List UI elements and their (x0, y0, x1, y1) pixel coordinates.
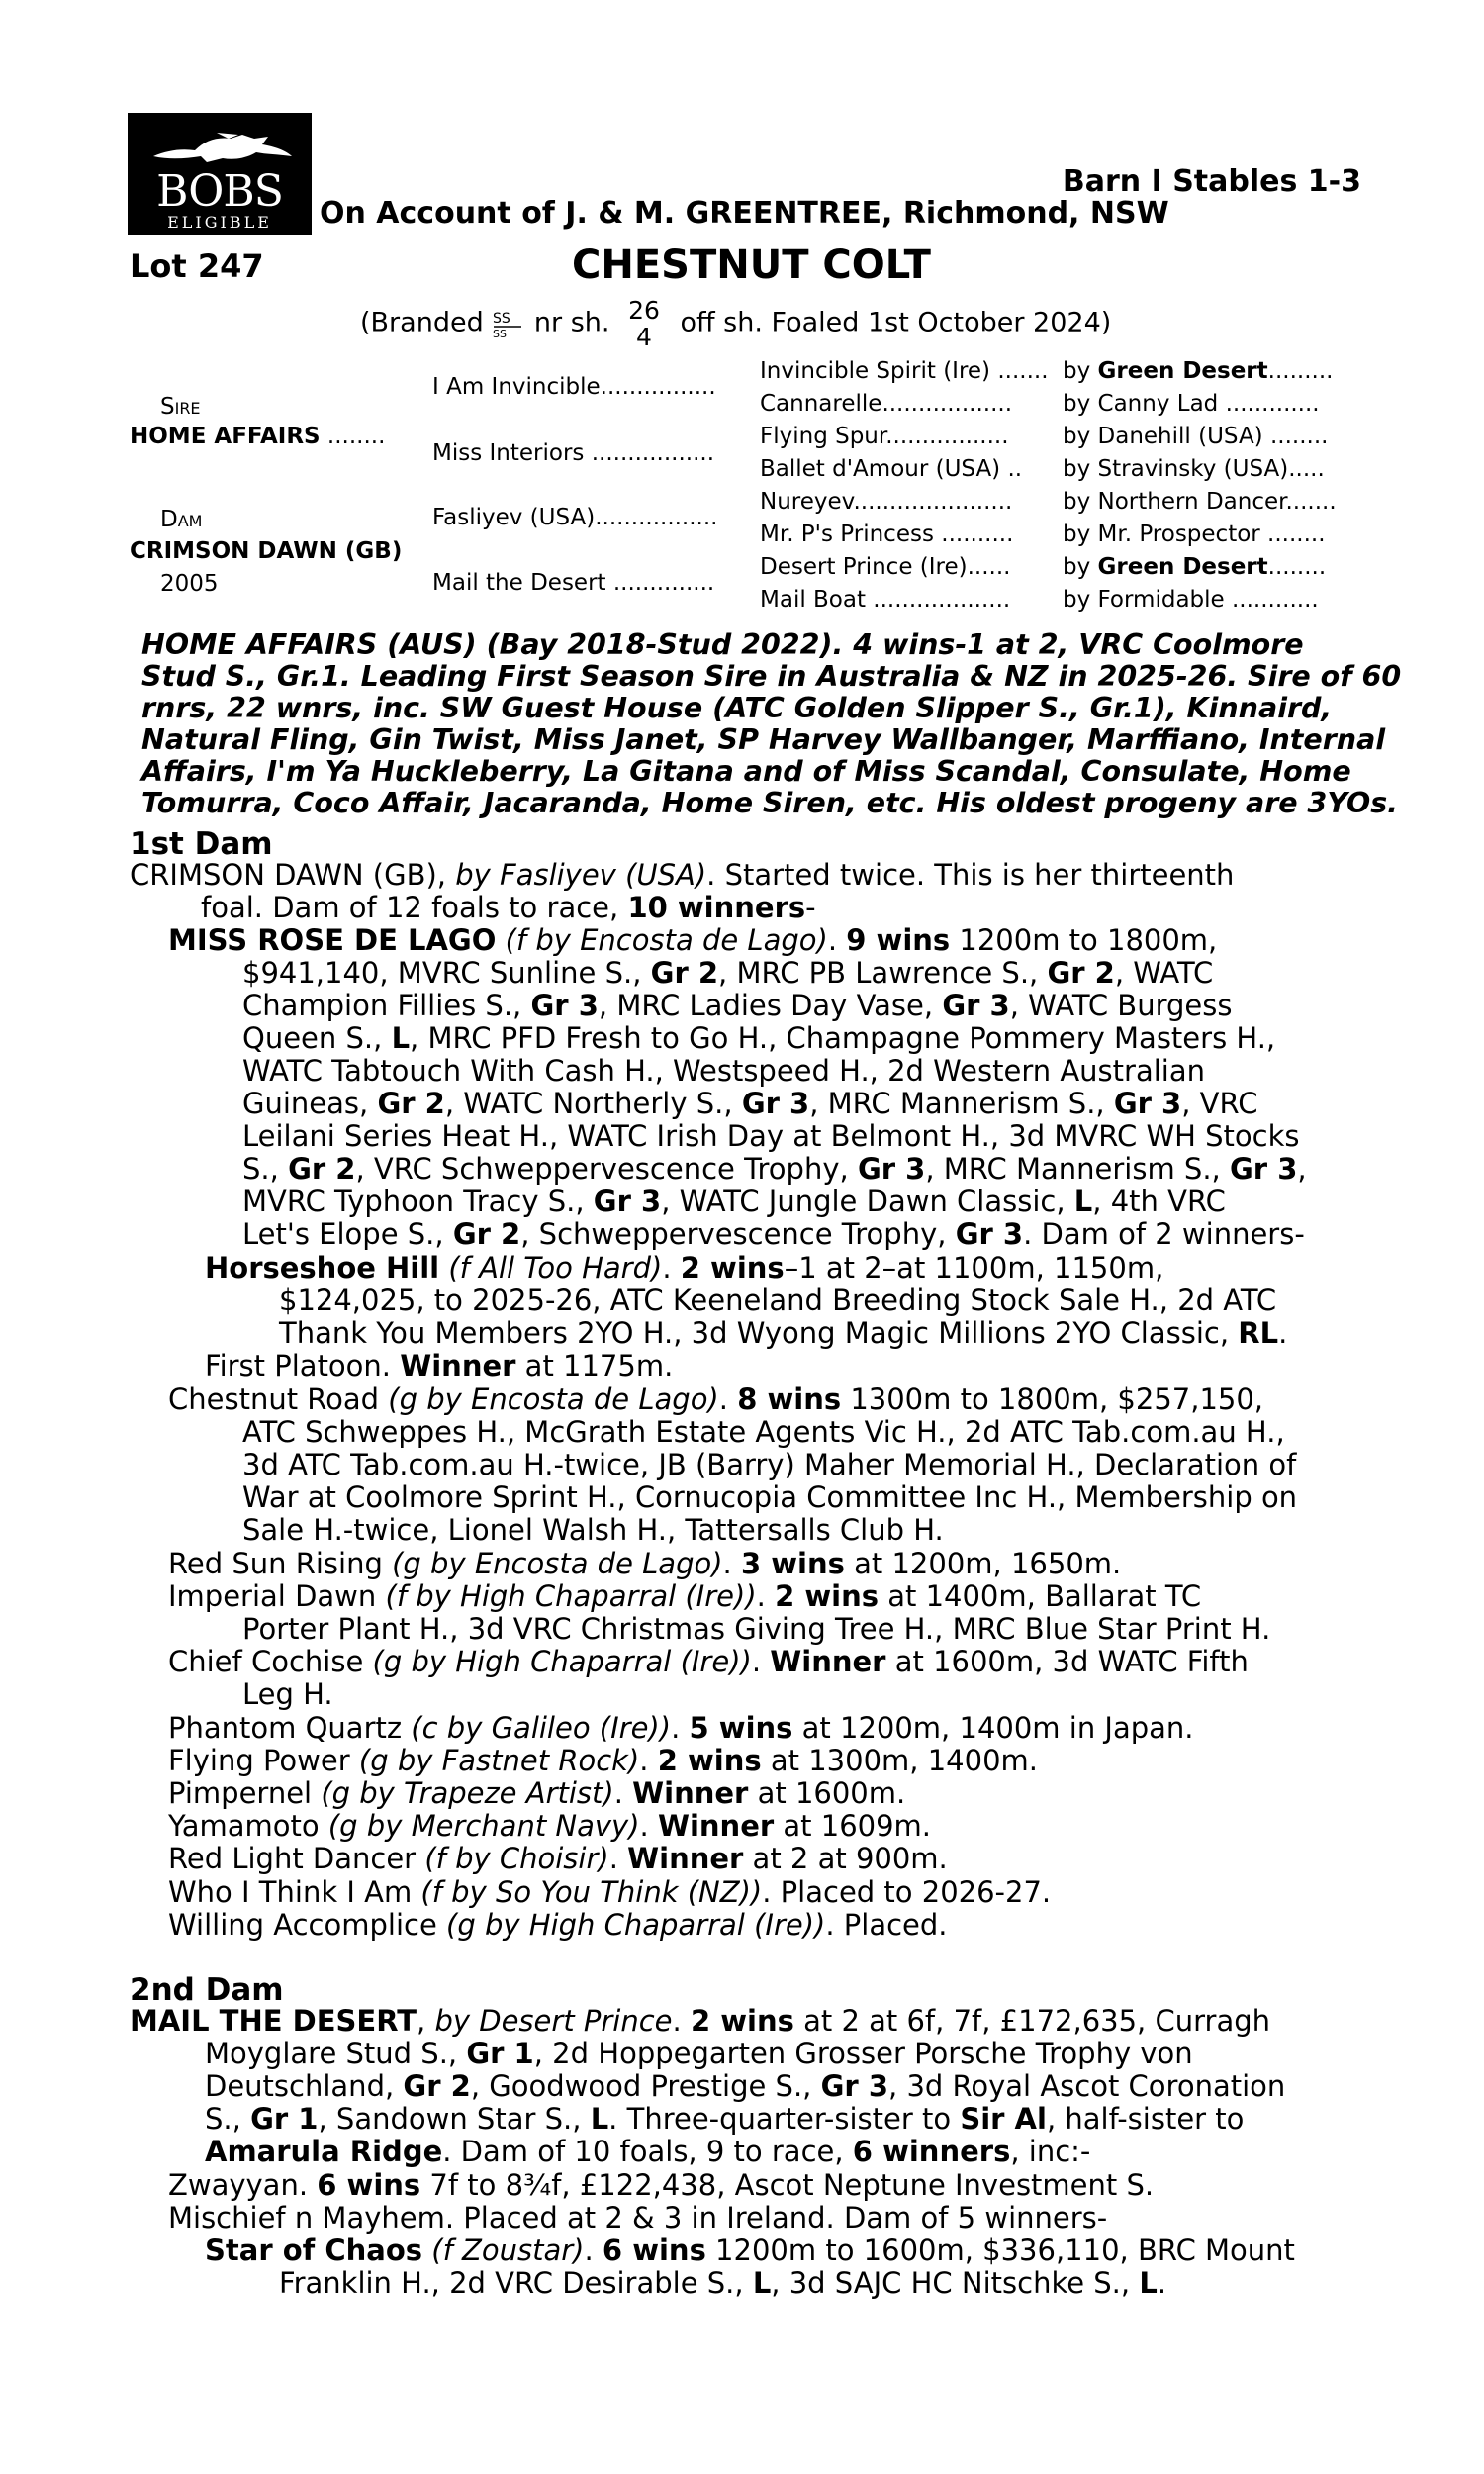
text-span: 7f to 8¾f, £122,438, Ascot Neptune Investment S. (420, 2168, 1155, 2202)
pedigree-g3-name: by Formidable (1063, 587, 1225, 613)
horse-breeding: (g by Fastnet Rock) (349, 1744, 640, 1777)
pedigree-g1-item: Mail the Desert .............. (432, 570, 715, 596)
horse-breeding: (g by Encosta de Lago) (382, 1547, 723, 1580)
sire-name-text: HOME AFFAIRS (130, 424, 321, 449)
race-record-line: Leilani Series Heat H., WATC Irish Day at Belmont H., 3d MVRC WH Stocks (242, 1119, 1300, 1153)
bobs-eligible-logo (128, 113, 312, 235)
win-count: Winner (770, 1645, 886, 1678)
pedigree-g3-name: by Stravinsky (USA) (1063, 456, 1289, 482)
sire-name: HOME AFFAIRS ........ (130, 424, 386, 449)
text-span: , WATC Jungle Dawn Classic, (661, 1185, 1074, 1218)
sire-summary (141, 629, 1401, 819)
horse-name: Zwayyan. (168, 2168, 318, 2202)
progeny-entry (168, 1810, 931, 1844)
win-count: Winner (627, 1842, 744, 1875)
text-span: $941,140, MVRC Sunline S., (242, 956, 651, 990)
text-span: . (1278, 1316, 1288, 1350)
text-span: , VRC Schweppervescence Trophy, (355, 1152, 858, 1186)
text-span: . (672, 2004, 691, 2038)
lot-number: Lot 247 (130, 247, 264, 285)
text-span: at 1609m. (774, 1809, 932, 1843)
pedigree-g2-item: Desert Prince (Ire)...... (760, 554, 1011, 580)
pedigree-g2-name: Mail Boat (760, 587, 866, 613)
progeny-entry (168, 1843, 948, 1876)
text-span: at 1600m. (748, 1776, 906, 1810)
grade: Gr 3 (857, 1152, 926, 1186)
svg-text:SS: SS (493, 311, 511, 327)
win-count: Winner (400, 1349, 516, 1382)
text-span: at 2 at 6f, 7f, £172,635, Curragh (793, 2004, 1271, 2038)
text-span: –1 at 2–at 1100m, 1150m, (784, 1251, 1164, 1285)
progeny-entry (168, 1745, 1038, 1778)
horse-name: MISS ROSE DE LAGO (168, 923, 497, 957)
pedigree-g3-name: by Canny Lad (1063, 391, 1219, 417)
win-count: 8 wins (737, 1382, 842, 1416)
dam-intro-line (201, 892, 816, 925)
text-span: , MRC PFD Fresh to Go H., Champagne Pommery Masters H., (410, 1021, 1276, 1055)
pedigree-g2-name: Flying Spur (760, 424, 886, 449)
grade: Gr 2 (650, 956, 719, 990)
pedigree-g2-item: Flying Spur................. (760, 424, 1009, 449)
text-span: at 1400m, Ballarat TC (879, 1579, 1202, 1613)
grade: Gr 3 (1230, 1152, 1298, 1186)
pedigree-g3-item: by Green Desert......... (1063, 358, 1334, 384)
pedigree-g2-item: Cannarelle.................. (760, 391, 1013, 417)
progeny-entry (205, 1350, 673, 1383)
grade: L (1073, 1185, 1093, 1218)
text-span: Deutschland, (205, 2069, 404, 2103)
horse-breeding: (g by Merchant Navy) (319, 1809, 640, 1843)
pedigree-g1-item: Fasliyev (USA)................. (432, 505, 718, 530)
win-count: 2 wins (680, 1251, 785, 1285)
horse-name: Sir Al (960, 2102, 1047, 2136)
grade: Gr 1 (466, 2037, 534, 2070)
text-span: Franklin H., 2d VRC Desirable S., (279, 2266, 753, 2300)
horse-name: Flying Power (168, 1744, 350, 1777)
text-span: , (417, 2004, 435, 2038)
text-span: 1200m to 1800m, (950, 923, 1218, 957)
race-record-line (242, 1153, 1307, 1187)
logo-wordmark: BOBS (156, 166, 283, 217)
text-span: MVRC Typhoon Tracy S., (242, 1185, 594, 1218)
progeny-entry (168, 1580, 1201, 1614)
win-count: 2 wins (775, 1579, 879, 1613)
vendor-account: On Account of J. & M. GREENTREE, Richmond, NSW (320, 196, 1169, 231)
pedigree-g2-item: Mail Boat ................... (760, 587, 1011, 613)
pedigree-g3-item: by Formidable ............ (1063, 587, 1319, 613)
horse-name: Red Sun Rising (168, 1547, 383, 1580)
text-span: . (584, 2234, 603, 2267)
summary-line: Stud S., Gr.1. Leading First Season Sire in Australia & NZ in 2025-26. Sire of 60 (141, 660, 1402, 693)
dam-race-text: . Started twice. This is her thirteenth (706, 858, 1235, 892)
horse-breeding: (c by Galileo (Ire)) (402, 1711, 672, 1745)
progeny-entry (168, 1712, 1194, 1746)
text-span: S., (205, 2102, 251, 2136)
summary-line: Natural Fling, Gin Twist, Miss Janet, SP Harvey Wallbanger, Marffiano, Internal (141, 723, 1386, 756)
grade: Gr 2 (452, 1217, 521, 1251)
pedigree-g2-name: Nureyev (760, 489, 854, 515)
race-record-line (242, 1218, 1305, 1252)
text-span: . Placed. (825, 1908, 948, 1942)
text-span: at 2 at 900m. (743, 1842, 948, 1875)
text-span: Queen S., (242, 1021, 392, 1055)
horse-name: Yamamoto (168, 1809, 320, 1843)
win-count: 5 wins (689, 1711, 793, 1745)
progeny-entry (168, 1909, 948, 1943)
summary-line: Affairs, I'm Ya Huckleberry, La Gitana and of Miss Scandal, Consulate, Home (141, 755, 1351, 788)
grade: Gr 2 (288, 1152, 356, 1186)
progeny-entry (168, 1548, 1121, 1581)
win-count: Winner (632, 1776, 749, 1810)
race-record-line: War at Coolmore Sprint H., Cornucopia Committee Inc H., Membership on (242, 1480, 1298, 1514)
dam-foals-text: foal. Dam of 12 foals to race, (201, 891, 628, 924)
text-span: . Three-quarter-sister to (608, 2102, 961, 2136)
text-span: , Schweppervescence Trophy, (520, 1217, 956, 1251)
dam-sire-text: by Fasliyev (USA) (455, 858, 707, 892)
win-count: 2 wins (657, 1744, 762, 1777)
text-span: , MRC Ladies Day Vase, (598, 989, 943, 1022)
horse-name: Phantom Quartz (168, 1711, 403, 1745)
text-span: , VRC (1181, 1087, 1258, 1120)
horse-name: Pimpernel (168, 1776, 313, 1810)
race-record-line (242, 1088, 1257, 1121)
progeny-entry (168, 1777, 905, 1811)
win-count: Winner (657, 1809, 775, 1843)
grade: Gr 3 (741, 1087, 810, 1120)
horse-name: Horseshoe Hill (205, 1251, 440, 1285)
race-record-line: Sale H.-twice, Lionel Walsh H., Tattersalls Club H. (242, 1513, 944, 1547)
horse-name: Red Light Dancer (168, 1842, 417, 1875)
pedigree-g3-name: Green Desert (1097, 358, 1268, 384)
progeny-entry (168, 924, 1217, 958)
text-span: at 1600m, 3d WATC Fifth (885, 1645, 1249, 1678)
text-span: 1300m to 1800m, $257,150, (841, 1382, 1264, 1416)
pedigree-g2-name: Ballet d'Amour (USA) (760, 456, 1001, 482)
brand-number-top: 26 (628, 296, 660, 325)
race-record-line (242, 957, 1213, 991)
text-span: . (756, 1579, 776, 1613)
grade: Gr 2 (403, 2069, 471, 2103)
pedigree-g2-name: Mr. P's Princess (760, 522, 934, 547)
text-span: . (751, 1645, 771, 1678)
grade: L (391, 1021, 411, 1055)
pedigree-g1-name: Miss Interiors (432, 440, 585, 466)
sire-label: Sire (160, 394, 201, 420)
dam-intro-line (130, 859, 1234, 893)
grade: Gr 3 (942, 989, 1010, 1022)
text-span: . (718, 1382, 738, 1416)
second-dam-line (205, 2070, 1285, 2104)
logo-subtitle: ELIGIBLE (167, 213, 272, 232)
text-span: . (613, 1776, 633, 1810)
grade: Gr 2 (1047, 956, 1115, 990)
barn-location: Barn I Stables 1-3 (1062, 164, 1361, 199)
grade: Gr 3 (820, 2069, 889, 2103)
dam-label: Dam (160, 507, 203, 532)
race-record-line (242, 1022, 1275, 1056)
horse-title: CHESTNUT COLT (572, 242, 931, 288)
text-span: at 1175m. (515, 1349, 674, 1382)
text-span: . (608, 1842, 628, 1875)
text-span: , 2d Hoppegarten Grosser Porsche Trophy von (533, 2037, 1193, 2070)
second-dam-line (205, 2103, 1244, 2137)
win-count: 6 wins (317, 2168, 421, 2202)
svg-text:SS: SS (493, 328, 508, 338)
race-record-line: Porter Plant H., 3d VRC Christmas Giving Tree H., MRC Blue Star Print H. (242, 1612, 1271, 1646)
text-span: . (639, 1809, 658, 1843)
progeny-entry (205, 2235, 1295, 2268)
text-span: . Dam of 10 foals, 9 to race, (442, 2135, 853, 2168)
text-span: Guineas, (242, 1087, 378, 1120)
progeny-entry (168, 2169, 1154, 2203)
second-dam-line (130, 2005, 1270, 2039)
race-record-line: $124,025, to 2025-26, ATC Keeneland Breeding Stock Sale H., 2d ATC (279, 1284, 1277, 1317)
race-record-line: WATC Tabtouch With Cash H., Westspeed H., 2d Western Australian (242, 1054, 1205, 1088)
text-span: , MRC Mannerism S., (809, 1087, 1114, 1120)
pedigree-g2-name: Invincible Spirit (Ire) (760, 358, 991, 384)
text-span: . (1157, 2266, 1167, 2300)
brand-prefix: (Branded (360, 307, 484, 338)
text-span: . (827, 923, 847, 957)
horse-breeding: (g by High Chaparral (Ire)) (436, 1908, 826, 1942)
horse-breeding: (f Zoustar) (422, 2234, 585, 2267)
text-span: 1200m to 1600m, $336,110, BRC Mount (705, 2234, 1295, 2267)
text-span: , (1297, 1152, 1307, 1186)
pedigree-g2-item: Mr. P's Princess .......... (760, 522, 1014, 547)
horse-name: Imperial Dawn (168, 1579, 377, 1613)
summary-line: Tomurra, Coco Affair, Jacaranda, Home Siren, etc. His oldest progeny are 3YOs. (141, 787, 1398, 819)
pedigree-g3-item: by Mr. Prospector ........ (1063, 522, 1326, 547)
pedigree-g1-item: Miss Interiors ................. (432, 440, 715, 466)
text-span: , WATC Burgess (1009, 989, 1233, 1022)
text-span: Let's Elope S., (242, 1217, 453, 1251)
grade: Gr 3 (530, 989, 599, 1022)
text-span: at 1300m, 1400m. (761, 1744, 1038, 1777)
horse-name: Who I Think I Am (168, 1875, 413, 1909)
race-record-line: 3d ATC Tab.com.au H.-twice, JB (Barry) Maher Memorial H., Declaration of (242, 1448, 1297, 1481)
horse-breeding: (g by High Chaparral (Ire)) (363, 1645, 752, 1678)
summary-line: rnrs, 22 wnrs, inc. SW Guest House (ATC Golden Slipper S., Gr.1), Kinnaird, (141, 692, 1333, 724)
horse-breeding: (f All Too Hard) (439, 1251, 663, 1285)
second-dam-line (205, 2038, 1193, 2071)
brand-suffix: off sh. Foaled 1st October 2024) (680, 307, 1112, 338)
brand-number (628, 297, 660, 350)
race-record-line (279, 2267, 1166, 2301)
text-span: Moyglare Stud S., (205, 2037, 467, 2070)
dam-name: CRIMSON DAWN (GB) (130, 538, 403, 564)
summary-line: HOME AFFAIRS (AUS) (Bay 2018-Stud 2022). 4 wins-1 at 2, VRC Coolmore (141, 628, 1304, 661)
horse-breeding: (f by So You Think (NZ)) (412, 1875, 763, 1909)
dam-name-text: CRIMSON DAWN (GB), (130, 858, 456, 892)
progeny-entry (168, 1646, 1249, 1679)
pedigree-g3-name: by Mr. Prospector (1063, 522, 1260, 547)
text-span: . (662, 1251, 681, 1285)
win-count: 3 wins (740, 1547, 845, 1580)
pedigree-g3-item: by Danehill (USA) ........ (1063, 424, 1329, 449)
text-span: , WATC Northerly S., (444, 1087, 742, 1120)
text-span: , 3d Royal Ascot Coronation (888, 2069, 1286, 2103)
win-count: 6 winners (852, 2135, 1011, 2168)
race-record-line (279, 1317, 1287, 1351)
pedigree-g1-name: I Am Invincible (432, 374, 601, 400)
horse-name: Chestnut Road (168, 1382, 380, 1416)
pedigree-g3-name: by Danehill (USA) (1063, 424, 1263, 449)
grade: L (752, 2266, 772, 2300)
text-span: , 4th VRC (1092, 1185, 1226, 1218)
pedigree-g3-item: by Green Desert........ (1063, 554, 1327, 580)
grade: Gr 3 (593, 1185, 662, 1218)
grade: Gr 2 (377, 1087, 445, 1120)
race-record-line (242, 990, 1232, 1023)
text-span: , 3d SAJC HC Nitschke S., (771, 2266, 1140, 2300)
text-span: , half-sister to (1046, 2102, 1245, 2136)
horse-name: MAIL THE DESERT (130, 2004, 417, 2038)
horse-breeding: (g by Trapeze Artist) (312, 1776, 614, 1810)
pedigree-g3-item: by Stravinsky (USA)..... (1063, 456, 1325, 482)
text-span: Thank You Members 2YO H., 3d Wyong Magic Millions 2YO Classic, (279, 1316, 1239, 1350)
horse-name: Chief Cochise (168, 1645, 364, 1678)
brand-line (360, 297, 1111, 350)
progeny-entry: Mischief n Mayhem. Placed at 2 & 3 in Ireland. Dam of 5 winners- (168, 2201, 1108, 2235)
brand-middle: nr sh. (533, 307, 610, 338)
text-span: . Placed to 2026-27. (762, 1875, 1052, 1909)
text-span: . Dam of 2 winners- (1023, 1217, 1305, 1251)
text-span: S., (242, 1152, 289, 1186)
dam-foaled-year: 2005 (160, 571, 219, 597)
horse-breeding: (f by Encosta de Lago) (496, 923, 828, 957)
win-count: 2 wins (690, 2004, 794, 2038)
horse-breeding: (g by Encosta de Lago) (379, 1382, 719, 1416)
first-dam-heading: 1st Dam (130, 826, 273, 862)
horse-breeding: (f by Choisir) (416, 1842, 609, 1875)
horse-name: Willing Accomplice (168, 1908, 437, 1942)
grade: L (590, 2102, 609, 2136)
pedigree-g2-item: Nureyev...................... (760, 489, 1013, 515)
pedigree-g3-item: by Northern Dancer....... (1063, 489, 1337, 515)
text-span: , Sandown Star S., (318, 2102, 591, 2136)
grade: RL (1238, 1316, 1279, 1350)
text-span: at 1200m, 1650m. (844, 1547, 1122, 1580)
horse-name: First Platoon. (205, 1349, 401, 1382)
text-span: , WATC (1114, 956, 1214, 990)
horse-name: Amarula Ridge (205, 2135, 443, 2168)
pedigree-g2-name: Desert Prince (Ire) (760, 554, 968, 580)
progeny-entry (168, 1383, 1263, 1417)
win-count: 9 wins (846, 923, 951, 957)
text-span: . (639, 1744, 658, 1777)
racehorse-logo-icon (147, 129, 296, 168)
brand-mark-icon (492, 309, 525, 338)
pedigree-g3-name: Green Desert (1097, 554, 1268, 580)
text-span: . (722, 1547, 741, 1580)
pedigree-g2-item: Ballet d'Amour (USA) .. (760, 456, 1023, 482)
text-span: , MRC Mannerism S., (925, 1152, 1230, 1186)
grade: Gr 1 (250, 2102, 319, 2136)
race-record-line (242, 1186, 1226, 1219)
text-span: , inc:- (1010, 2135, 1091, 2168)
pedigree-g1-name: Mail the Desert (432, 570, 606, 596)
brand-number-bottom: 4 (636, 323, 652, 351)
progeny-entry (205, 1252, 1163, 1285)
horse-name: Star of Chaos (205, 2234, 423, 2267)
race-record-line: ATC Schweppes H., McGrath Estate Agents Vic H., 2d ATC Tab.com.au H., (242, 1415, 1285, 1449)
pedigree-g2-item: Invincible Spirit (Ire) ....... (760, 358, 1049, 384)
text-span: at 1200m, 1400m in Japan. (792, 1711, 1194, 1745)
win-count: 6 wins (602, 2234, 706, 2267)
horse-breeding: (f by High Chaparral (Ire)) (376, 1579, 757, 1613)
text-span: , Goodwood Prestige S., (470, 2069, 821, 2103)
grade: Gr 3 (1113, 1087, 1182, 1120)
horse-breeding: by Desert Prince (434, 2004, 673, 2038)
text-span: . (671, 1711, 690, 1745)
progeny-entry (168, 1876, 1051, 1910)
race-record-line: Leg H. (242, 1677, 333, 1711)
text-span: Champion Fillies S., (242, 989, 531, 1022)
dam-dash: - (805, 891, 816, 924)
pedigree-g3-item: by Canny Lad ............. (1063, 391, 1320, 417)
second-dam-line (205, 2136, 1090, 2169)
pedigree-g3-name: by Northern Dancer (1063, 489, 1286, 515)
grade: L (1139, 2266, 1158, 2300)
text-span: , MRC PB Lawrence S., (718, 956, 1048, 990)
dam-winners-count: 10 winners (627, 891, 806, 924)
pedigree-g1-name: Fasliyev (USA) (432, 505, 596, 530)
pedigree-g2-name: Cannarelle (760, 391, 882, 417)
second-dam-heading: 2nd Dam (130, 1972, 284, 2008)
grade: Gr 3 (955, 1217, 1024, 1251)
pedigree-g1-item: I Am Invincible................ (432, 374, 716, 400)
